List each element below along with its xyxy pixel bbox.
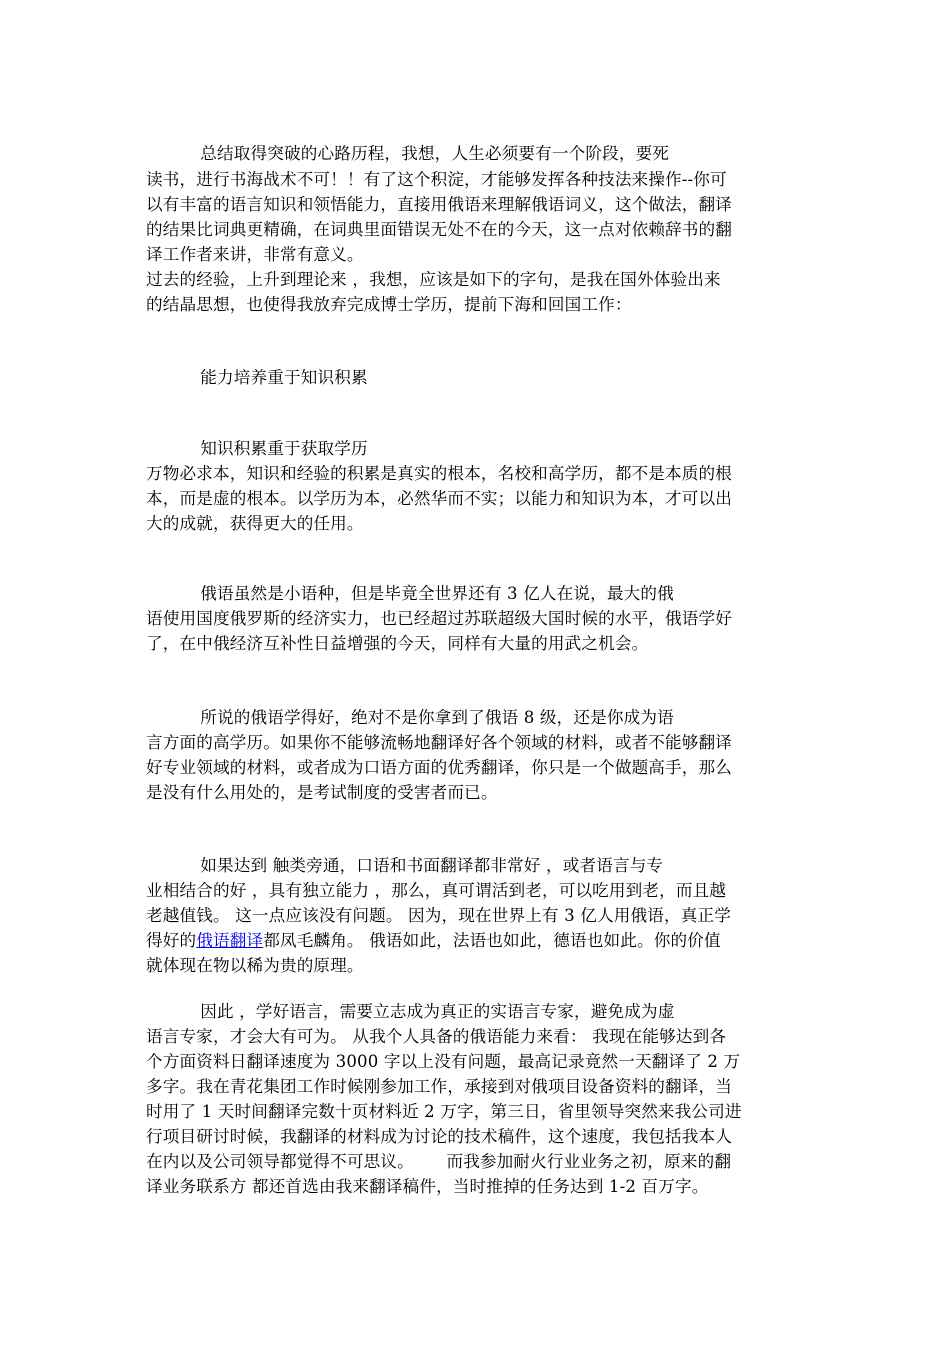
heading-line: 知识积累重于获取学历 (146, 439, 368, 458)
text-line: 了，在中俄经济互补性日益增强的今天，同样有大量的用武之机会。 (146, 634, 649, 653)
text-line: 语使用国度俄罗斯的经济实力，也已经超过苏联超级大国时候的水平，俄语学好 (146, 609, 733, 628)
text-line: 语言专家，才会大有可为。 从我个人具备的俄语能力来看： 我现在能够达到各 (146, 1027, 727, 1046)
text-line: 译业务联系方 都还首选由我来翻译稿件，当时推掉的任务达到 1-2 百万字。 (146, 1177, 709, 1196)
text-line: 因此 ，学好语言，需要立志成为真正的实语言专家，避免成为虚 (146, 1002, 675, 1021)
text-line: 老越值钱。 这一点应该没有问题。 因为，现在世界上有 3 亿人用俄语，真正学 (146, 906, 731, 925)
text-line: 言方面的高学历。如果你不能够流畅地翻译好各个领域的材料，或者不能够翻译 (146, 733, 733, 752)
text-line: 译工作者来讲，非常有意义。 (146, 245, 364, 264)
text-line: 好专业领域的材料，或者成为口语方面的优秀翻译，你只是一个做题高手，那么 (146, 758, 733, 777)
text-line: 就体现在物以稀为贵的原理。 (146, 956, 364, 975)
russian-translation-link[interactable]: 俄语翻译 (196, 931, 264, 950)
text-line: 如果达到 触类旁通，口语和书面翻译都非常好 ，或者语言与专 (146, 856, 664, 875)
text-segment: 得好的 (146, 931, 197, 950)
text-line: 在内以及公司领导都觉得不可思议。 而我参加耐火行业业务之初，原来的翻 (146, 1152, 732, 1171)
text-line: 过去的经验，上升到理论来 ，我想，应该是如下的字句，是我在国外体验出来 (146, 270, 721, 289)
text-line: 俄语虽然是小语种，但是毕竟全世界还有 3 亿人在说，最大的俄 (146, 584, 674, 603)
text-line: 本，而是虚的根本。以学历为本，必然华而不实；以能力和知识为本，才可以出 (146, 489, 733, 508)
heading-line: 能力培养重于知识积累 (146, 368, 368, 387)
text-line: 读书，进行书海战术不可！！有了这个积淀，才能够发挥各种技法来操作--你可 (146, 170, 727, 189)
text-line: 个方面资料日翻译速度为 3000 字以上没有问题，最高记录竟然一天翻译了 2 万 (146, 1052, 741, 1071)
text-line: 大的成就，获得更大的任用。 (146, 514, 364, 533)
text-line: 多字。我在青花集团工作时候刚参加工作，承接到对俄项目设备资料的翻译，当 (146, 1077, 733, 1096)
text-line: 总结取得突破的心路历程，我想，人生必须要有一个阶段，要死 (146, 144, 670, 163)
text-line: 万物必求本，知识和经验的积累是真实的根本，名校和高学历，都不是本质的根 (146, 464, 733, 483)
text-line-with-link (146, 928, 826, 954)
text-line: 以有丰富的语言知识和领悟能力，直接用俄语来理解俄语词义，这个做法，翻译 (146, 195, 733, 214)
text-line: 的结晶思想，也使得我放弃完成博士学历，提前下海和回国工作： (146, 295, 632, 314)
text-line: 行项目研讨时候，我翻译的材料成为讨论的技术稿件，这个速度，我包括我本人 (146, 1127, 733, 1146)
text-line: 的结果比词典更精确，在词典里面错误无处不在的今天，这一点对依赖辞书的翻 (146, 220, 733, 239)
text-line: 业相结合的好 ，具有独立能力 ，那么，真可谓活到老，可以吃用到老，而且越 (146, 881, 727, 900)
text-line: 时用了 1 天时间翻译完数十页材料近 2 万字，第三日，省里领导突然来我公司进 (146, 1102, 742, 1121)
text-segment: 都凤毛麟角。 俄语如此，法语也如此，德语也如此。你的价值 (263, 931, 721, 950)
text-line: 是没有什么用处的，是考试制度的受害者而已。 (146, 783, 498, 802)
text-line: 所说的俄语学得好，绝对不是你拿到了俄语 8 级，还是你成为语 (146, 708, 674, 727)
